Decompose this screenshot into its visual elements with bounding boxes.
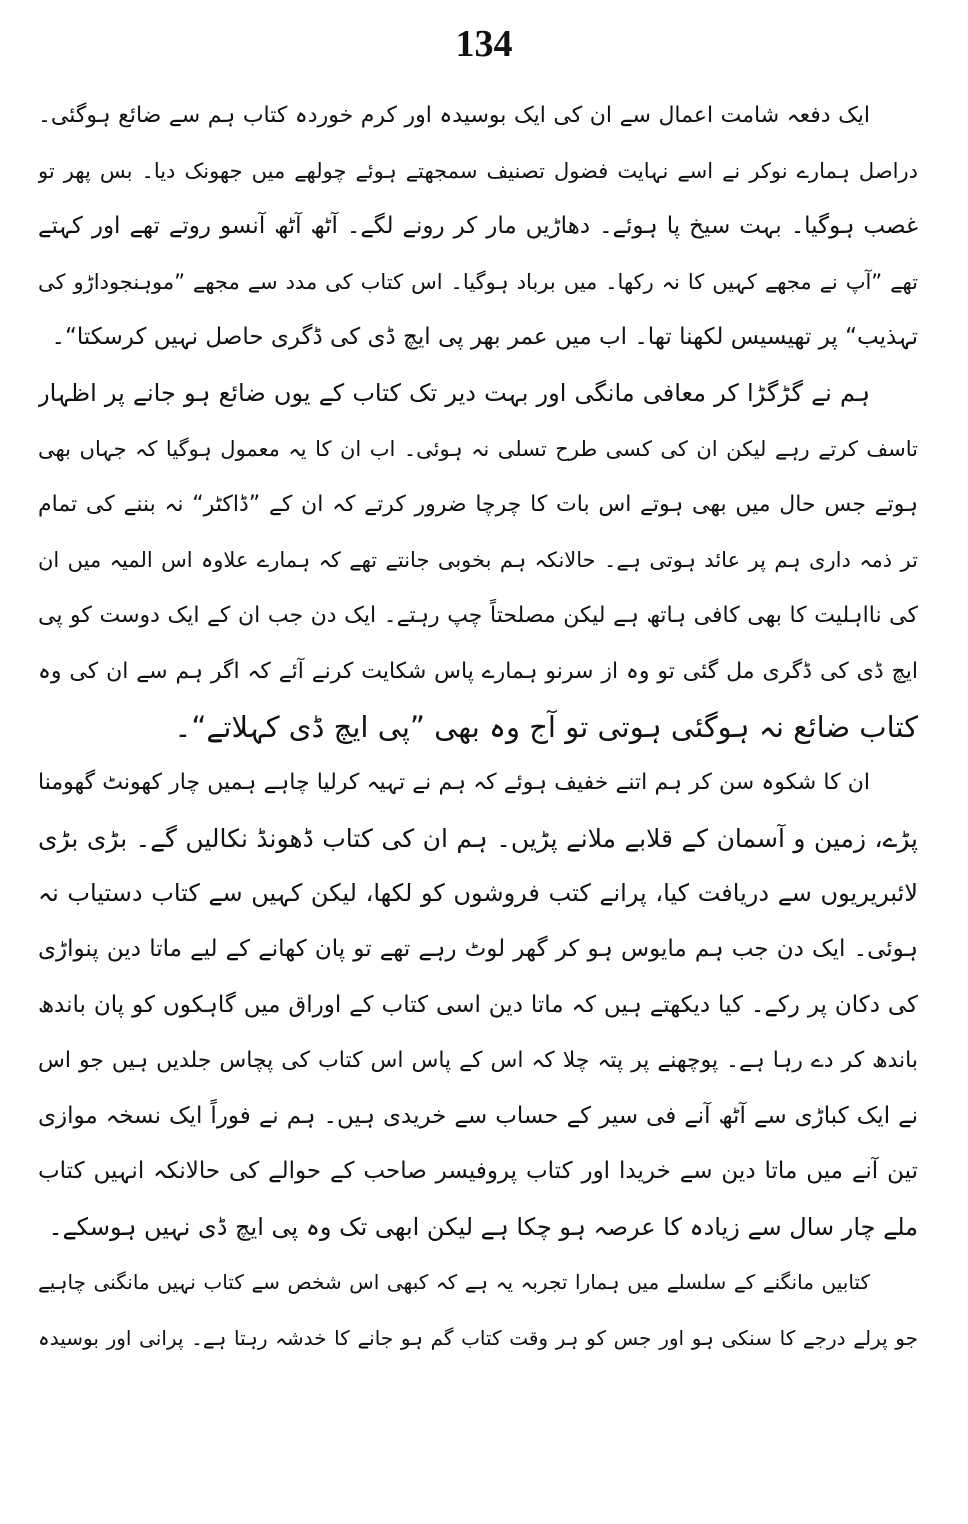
text-line: ملے چار سال سے زیادہ کا عرصہ ہو چکا ہے لیکن ابھی تک وہ پی ایچ ڈی نہیں ہوسکے۔ [48, 1212, 918, 1241]
text-line: نے ایک کباڑی سے آٹھ آنے فی سیر کے حساب سے خریدی ہیں۔ ہم نے فوراً ایک نسخہ موازی [38, 1102, 918, 1129]
text-line: غصب ہوگیا۔ بہت سیخ پا ہوئے۔ دھاڑیں مار کر رونے لگے۔ آٹھ آٹھ آنسو روتے تھے اور کہتے [38, 213, 918, 240]
text-line: ایک دفعہ شامت اعمال سے ان کی ایک بوسیدہ اور کرم خوردہ کتاب ہم سے ضائع ہوگئی۔ [38, 103, 870, 128]
text-line: ان کا شکوہ سن کر ہم اتنے خفیف ہوئے کہ ہم نے تہیہ کرلیا چاہے ہمیں چار کھونٹ گھومنا [38, 770, 870, 796]
text-line: ایچ ڈی کی ڈگری مل گئی تو وہ از سرنو ہمارے پاس شکایت کرنے آئے کہ اگر ہم سے ان کی وہ [38, 658, 918, 684]
page-number: 134 [455, 23, 513, 65]
text-line: تھے ”آپ نے مجھے کہیں کا نہ رکھا۔ میں برباد ہوگیا۔ اس کتاب کی مدد سے مجھے ”موہنجوداڑو کی [38, 269, 918, 294]
text-line: تہذیب“ پر تھیسیس لکھنا تھا۔ اب میں عمر بھر پی ایچ ڈی کی ڈگری حاصل نہیں کرسکتا“۔ [51, 324, 918, 351]
text-line: پڑے، زمین و آسمان کے قلابے ملانے پڑیں۔ ہم ان کی کتاب ڈھونڈ نکالیں گے۔ بڑی بڑی [38, 823, 918, 853]
text-line: کتابیں مانگنے کے سلسلے میں ہمارا تجربہ یہ ہے کہ کبھی اس شخص سے کتاب نہیں مانگنی چاہیے [38, 1270, 870, 1295]
text-line: ہوتے جس حال میں بھی ہوتے اس بات کا چرچا ضرور کرتے کہ ان کے ”ڈاکٹر“ نہ بننے کی تمام [38, 492, 918, 518]
text-line: کی نااہلیت کا بھی کافی ہاتھ ہے لیکن مصلحتاً چپ رہتے۔ ایک دن جب ان کے ایک دوست کو پی [38, 603, 918, 629]
text-line: کی دکان پر رکے۔ کیا دیکھتے ہیں کہ ماتا دین اسی کتاب کے اوراق میں گاہکوں کو پان باندھ [38, 991, 918, 1018]
text-line: تاسف کرتے رہے لیکن ان کی کسی طرح تسلی نہ ہوئی۔ اب ان کا یہ معمول ہوگیا کہ جہاں بھی [38, 436, 918, 461]
text-line: تر ذمہ داری ہم پر عائد ہوتی ہے۔ حالانکہ ہم بخوبی جانتے تھے کہ ہمارے علاوہ اس المیہ میں ان [38, 547, 918, 572]
text-line: کتاب ضائع نہ ہوگئی ہوتی تو آج وہ بھی ”پی ایچ ڈی کہلاتے“۔ [174, 709, 918, 744]
text-line: جو پرلے درجے کا سنکی ہو اور جس کو ہر وقت کتاب گم ہو جانے کا خدشہ رہتا ہے۔ پرانی اور بوسیدہ [38, 1326, 918, 1351]
text-line: دراصل ہمارے نوکر نے اسے نہایت فضول تصنیف سمجھتے ہوئے چولھے میں جھونک دیا۔ بس پھر تو [38, 158, 918, 183]
text-line: ہم نے گڑگڑا کر معافی مانگی اور بہت دیر تک کتاب کے یوں ضائع ہو جانے پر اظہار [38, 378, 870, 407]
text-line: ہوئی۔ ایک دن جب ہم مایوس ہو کر گھر لوٹ رہے تھے تو پان کھانے کے لیے ماتا دین پنواڑی [38, 935, 918, 962]
text-line: لائبریریوں سے دریافت کیا، پرانے کتب فروشوں کو لکھا، لیکن کہیں سے کتاب دستیاب نہ [38, 879, 918, 908]
text-line: باندھ کر دے رہا ہے۔ پوچھنے پر پتہ چلا کہ اس کے پاس اس کتاب کی پچاس جلدیں ہیں جو اس [38, 1048, 918, 1074]
text-line: تین آنے میں ماتا دین سے خریدا اور کتاب پروفیسر صاحب کے حوالے کی حالانکہ انہیں کتاب [38, 1158, 918, 1185]
body-text [38, 88, 918, 1367]
